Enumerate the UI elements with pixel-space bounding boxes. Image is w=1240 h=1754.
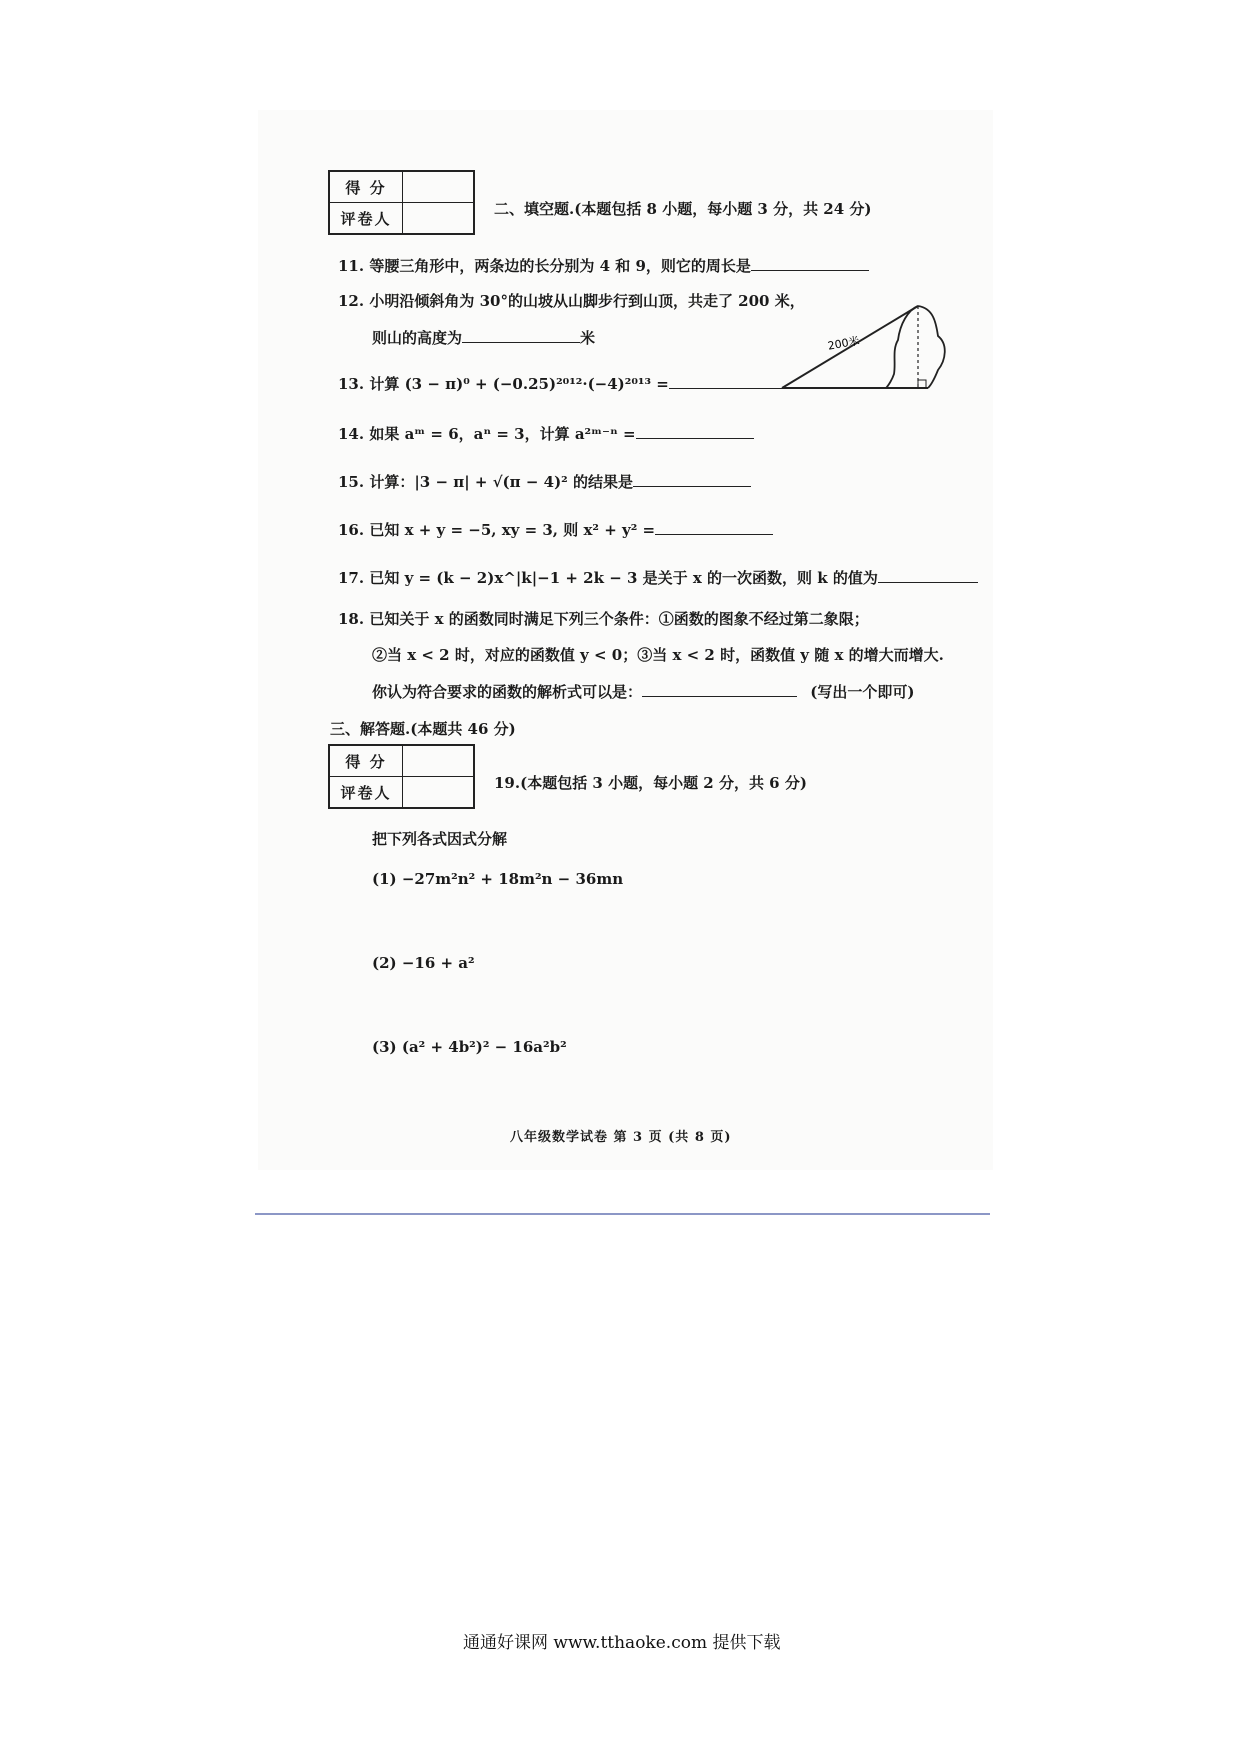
question-note: (写出一个即可) — [810, 683, 915, 701]
grader-label: 评卷人 — [329, 777, 403, 809]
question-number: 17. — [338, 569, 365, 587]
question-15 — [338, 470, 751, 492]
question-text: 小明沿倾斜角为 30°的山坡从山脚步行到山顶，共走了 200 米， — [369, 292, 805, 310]
question-number: 13. — [338, 375, 365, 393]
question-number: 12. — [338, 292, 365, 310]
question-text: 则山的高度为 — [372, 329, 463, 347]
question-text: 等腰三角形中，两条边的长分别为 4 和 9，则它的周长是 — [369, 257, 751, 275]
mountain-outline — [886, 306, 945, 388]
question-number: 14. — [338, 425, 365, 443]
question-19-header: 19.(本题包括 3 小题，每小题 2 分，共 6 分) — [494, 774, 807, 792]
question-11 — [338, 254, 869, 276]
question-number: 15. — [338, 473, 365, 491]
question-number: 16. — [338, 521, 365, 539]
grader-cell — [403, 777, 475, 809]
question-12-line2 — [372, 326, 595, 348]
answer-blank[interactable] — [878, 566, 978, 583]
question-19-part-1: (1) −27m²n² + 18m²n − 36mn — [372, 870, 624, 888]
grader-cell — [403, 203, 475, 235]
question-16 — [338, 518, 773, 540]
figure-label: 200米 — [826, 334, 861, 353]
question-19-instruction: 把下列各式因式分解 — [372, 830, 508, 848]
question-18 — [338, 608, 869, 629]
section-3-header: 三、解答题.(本题共 46 分) — [330, 720, 516, 738]
section-2-header: 二、填空题.(本题包括 8 小题，每小题 3 分，共 24 分) — [494, 200, 872, 218]
answer-blank[interactable] — [636, 422, 754, 439]
answer-blank[interactable] — [669, 372, 787, 389]
question-18-line2 — [372, 644, 944, 665]
answer-blank[interactable] — [751, 254, 869, 271]
question-number: 18. — [338, 610, 365, 628]
answer-blank[interactable] — [633, 470, 751, 487]
question-18-line3 — [372, 680, 914, 702]
unit-label: 米 — [580, 329, 596, 347]
score-label: 得 分 — [329, 171, 403, 203]
question-19-part-3: (3) (a² + 4b²)² − 16a²b² — [372, 1038, 567, 1056]
score-label: 得 分 — [329, 745, 403, 777]
divider-line — [255, 1213, 990, 1215]
score-cell — [403, 745, 475, 777]
question-number: 11. — [338, 257, 365, 275]
question-text: 如果 aᵐ = 6，aⁿ = 3，计算 a²ᵐ⁻ⁿ = — [369, 425, 636, 443]
grader-label: 评卷人 — [329, 203, 403, 235]
score-cell — [403, 171, 475, 203]
score-table — [328, 744, 475, 809]
question-text: 计算：|3 − π| + √(π − 4)² 的结果是 — [369, 473, 633, 491]
question-text: 已知关于 x 的函数同时满足下列三个条件：①函数的图象不经过第二象限； — [369, 610, 869, 628]
question-12 — [338, 290, 805, 311]
question-14 — [338, 422, 754, 444]
answer-blank[interactable] — [655, 518, 773, 535]
right-angle-mark — [918, 380, 926, 388]
question-13 — [338, 372, 787, 394]
question-text: 已知 x + y = −5, xy = 3, 则 x² + y² = — [369, 521, 656, 539]
site-footer: 通通好课网 www.tthaoke.com 提供下载 — [463, 1633, 781, 1653]
slope-figure — [778, 300, 948, 392]
question-17 — [338, 566, 978, 588]
question-text: 计算 (3 − π)⁰ + (−0.25)²⁰¹²·(−4)²⁰¹³ = — [369, 375, 669, 393]
score-table — [328, 170, 475, 235]
question-19-part-2: (2) −16 + a² — [372, 954, 475, 972]
exam-page-footer: 八年级数学试卷 第 3 页 (共 8 页) — [510, 1130, 732, 1145]
question-text: 已知 y = (k − 2)x^|k|−1 + 2k − 3 是关于 x 的一次函数，则 k 的值为 — [369, 569, 878, 587]
question-text: 你认为符合要求的函数的解析式可以是： — [372, 683, 643, 701]
answer-blank[interactable] — [462, 326, 580, 343]
question-text: ②当 x < 2 时，对应的函数值 y < 0；③当 x < 2 时，函数值 y 随 x 的增大而增大. — [372, 646, 944, 664]
answer-blank[interactable] — [642, 680, 797, 697]
